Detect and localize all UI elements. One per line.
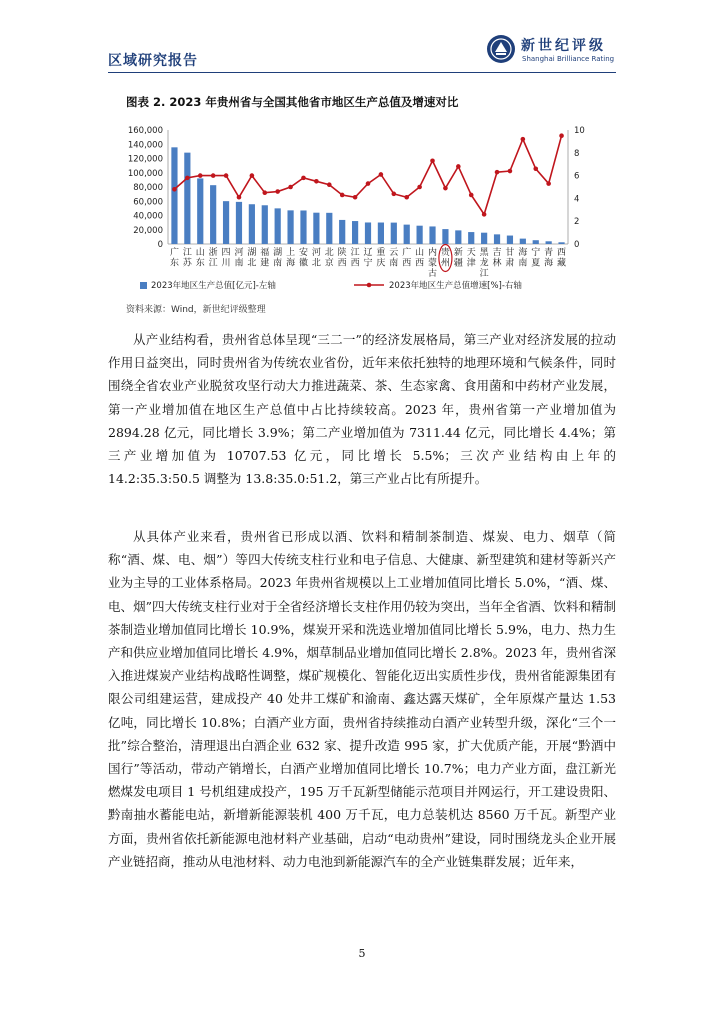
right-tick-label: 6 <box>574 171 580 182</box>
gdp-bar <box>442 229 448 244</box>
category-label: 上海 <box>286 248 296 269</box>
category-label: 江苏 <box>182 248 192 269</box>
gdp-bar <box>546 241 552 244</box>
growth-point <box>559 133 564 138</box>
growth-point <box>262 190 267 195</box>
gdp-bar <box>171 147 177 244</box>
right-tick-label: 4 <box>574 194 580 205</box>
category-label: 贵州 <box>440 248 450 269</box>
category-label: 内蒙古 <box>428 248 438 279</box>
gdp-bar <box>378 223 384 244</box>
left-tick-label: 160,000 <box>127 126 163 136</box>
gdp-bar <box>236 202 242 244</box>
growth-point <box>224 173 229 178</box>
right-tick-label: 2 <box>574 217 580 228</box>
gdp-bar <box>262 205 268 244</box>
left-tick-label: 100,000 <box>127 168 163 179</box>
growth-point <box>340 193 345 198</box>
category-label: 海南 <box>518 248 528 269</box>
growth-point <box>366 181 371 186</box>
category-label: 安徽 <box>298 248 308 269</box>
growth-point <box>482 212 487 217</box>
category-label: 河南 <box>234 248 244 269</box>
growth-point <box>314 179 319 184</box>
legend-line-label: 2023年地区生产总值增速[%]-右轴 <box>389 281 522 291</box>
category-label: 山西 <box>415 248 425 269</box>
category-label: 浙江 <box>208 248 218 269</box>
growth-point <box>521 137 526 142</box>
left-tick-label: 80,000 <box>133 183 163 193</box>
page-number: 5 <box>358 947 366 960</box>
left-tick-label: 20,000 <box>133 225 163 236</box>
figure-title: 图表 2. 2023 年贵州省与全国其他省市地区生产总值及增速对比 <box>126 95 459 109</box>
growth-point <box>430 158 435 163</box>
category-label: 天津 <box>466 248 476 269</box>
category-label: 重庆 <box>376 248 386 269</box>
right-tick-label: 8 <box>574 148 580 159</box>
gdp-chart <box>108 115 588 297</box>
category-label: 青海 <box>544 248 554 269</box>
growth-point <box>392 192 397 197</box>
growth-point <box>185 176 190 181</box>
category-label: 吉林 <box>492 248 502 269</box>
growth-point <box>275 189 280 194</box>
growth-point <box>546 181 551 186</box>
right-tick-label: 10 <box>574 126 585 136</box>
category-label: 山东 <box>195 248 205 269</box>
brand-name-en: Shanghai Brilliance Rating <box>522 55 615 63</box>
category-label: 辽宁 <box>363 248 373 269</box>
category-label: 河北 <box>311 248 321 269</box>
growth-point <box>172 187 177 192</box>
gdp-bar <box>197 178 203 244</box>
growth-line <box>174 136 561 215</box>
category-label: 黑龙江 <box>479 248 489 279</box>
growth-point <box>211 173 216 178</box>
category-label: 广西 <box>402 248 412 269</box>
category-label: 云南 <box>389 248 399 269</box>
report-section-title: 区域研究报告 <box>108 53 198 69</box>
gdp-bar <box>275 208 281 244</box>
figure-source: 资料来源：Wind，新世纪评级整理 <box>126 305 266 315</box>
category-label: 西藏 <box>557 248 567 269</box>
gdp-bar <box>287 210 293 244</box>
growth-point <box>456 164 461 169</box>
gdp-bar <box>249 204 255 244</box>
paragraph-specific-industries: 从具体产业来看，贵州省已形成以酒、饮料和精制茶制造、煤炭、电力、烟草（简称“酒、煤、电、烟”）等四大传统支柱行业和电子信息、大健康、新型建筑和建材等新兴产业为主导的工业体系格局。2023 年贵州省规模以上工业增加值同比增长 5.0%，“酒、煤、电、烟”四大传统支柱行业对于全省经济增长支柱作用仍较为突出，当年全省酒、饮料和精制茶制造业增加值同比增长 10.9%，煤炭开采和洗选业增加值同比增长 5.9%，电力、热力生产和供应业增加值同比增长 4.9%，烟草制品业增加值同比增长 2.8%。2023 年，贵州省深入推进煤炭产业结构战略性调整，煤矿规模化、智能化迈出实质性步伐，贵州省能源集团有限公司组建运营，建成投产 40 处井工煤矿和渝南、鑫达露天煤矿，全年原煤产量达 1.53 亿吨，同比增长 10.8%；白酒产业方面，贵州省持续推动白酒产业转型升级，深化“三个一批”综合整治，清理退出白酒企业 632 家、提升改造 995 家，扩大优质产能，开展“黔酒中国行”等活动，带动产销增长，白酒产业增加值同比增长 10.7%；电力产业方面，盘江新光燃煤发电项目 1 号机组建成投产，195 万千瓦新型储能示范项目并网运行，开工建设贵阳、黔南抽水蓄能电站，新增新能源装机 400 万千瓦，电力总装机达 8560 万千瓦。新型产业方面，贵州省依托新能源电池材料产业基础，启动“电动贵州”建设，同时围绕龙头企业开展产业链招商，推动从电池材料、动力电池到新能源汽车的全产业链集群发展；近年来， <box>108 529 616 869</box>
gdp-bar <box>210 185 216 244</box>
legend-line-marker <box>367 283 372 288</box>
right-tick-label: 0 <box>574 240 580 250</box>
paragraph-industry-structure: 从产业结构看，贵州省总体呈现“三二一”的经济发展格局，第三产业对经济发展的拉动作用日益突出，同时贵州省为传统农业省份，近年来依托独特的地理环境和气候条件，同时围绕全省农业产业脱贫攻坚行动大力推进蔬菜、茶、生态家禽、食用菌和中药材产业发展，第一产业增加值在地区生产总值中占比持续较高。2023 年，贵州省第一产业增加值为 2894.28 亿元，同比增长 3.9%；第二产业增加值为 7311.44 亿元，同比增长 4.4%；第三产业增加值为 10707.53 亿元，同比增长 5.5%；三次产业结构由上年的 14.2:35.3:50.5 调整为 13.8:35.0:51.2，第三产业占比有所提升。 <box>108 332 616 487</box>
category-label: 广东 <box>169 248 179 269</box>
growth-point <box>404 195 409 200</box>
gdp-bar <box>184 153 190 244</box>
category-label: 宁夏 <box>531 248 541 269</box>
gdp-bar <box>391 223 397 244</box>
gdp-bar <box>468 232 474 244</box>
growth-point <box>198 173 203 178</box>
category-label: 江西 <box>350 248 360 269</box>
growth-point <box>417 185 422 190</box>
growth-point <box>327 182 332 187</box>
category-label: 新疆 <box>453 248 463 269</box>
gdp-bar <box>339 220 345 244</box>
growth-point <box>250 173 255 178</box>
growth-point <box>469 193 474 198</box>
gdp-bar <box>313 213 319 244</box>
growth-point <box>443 186 448 191</box>
category-label: 陕西 <box>337 248 347 269</box>
brand-name-cn: 新世纪评级 <box>521 38 606 54</box>
gdp-bar <box>326 213 332 244</box>
legend-bar-swatch <box>140 282 147 289</box>
growth-point <box>533 166 538 171</box>
left-tick-label: 140,000 <box>127 140 163 151</box>
gdp-bar <box>494 234 500 244</box>
growth-point <box>495 170 500 175</box>
category-label: 湖南 <box>273 248 283 269</box>
legend-bar-label: 2023年地区生产总值[亿元]-左轴 <box>151 281 276 291</box>
gdp-bar <box>352 221 358 244</box>
category-label: 北京 <box>324 248 334 269</box>
category-label: 福建 <box>260 248 270 269</box>
growth-point <box>237 195 242 200</box>
left-tick-label: 0 <box>157 240 163 250</box>
gdp-bar <box>365 222 371 244</box>
growth-point <box>379 172 384 177</box>
brilliance-logo-icon <box>486 34 516 64</box>
category-label: 甘肃 <box>505 248 515 269</box>
left-tick-label: 40,000 <box>133 211 163 222</box>
growth-point <box>288 185 293 190</box>
category-label: 湖北 <box>247 248 257 269</box>
growth-point <box>508 169 513 174</box>
left-tick-label: 60,000 <box>133 197 163 208</box>
gdp-bar <box>223 201 229 244</box>
gdp-bar <box>533 240 539 244</box>
gdp-bar <box>481 233 487 244</box>
gdp-bar <box>404 225 410 244</box>
gdp-bar <box>558 242 564 244</box>
growth-point <box>353 195 358 200</box>
left-tick-label: 120,000 <box>127 154 163 165</box>
gdp-bar <box>429 226 435 244</box>
gdp-bar <box>455 230 461 244</box>
header-divider <box>108 72 616 73</box>
gdp-bar <box>417 226 423 244</box>
growth-point <box>301 176 306 181</box>
gdp-bar <box>520 239 526 244</box>
gdp-bar <box>300 210 306 244</box>
gdp-bar <box>507 236 513 244</box>
category-label: 四川 <box>221 248 231 269</box>
